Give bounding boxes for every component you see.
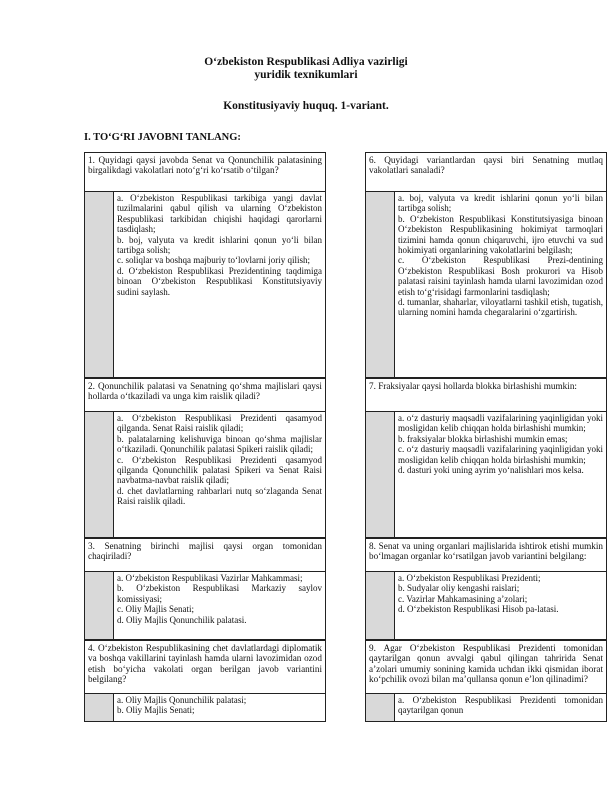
answer-mark-cell	[366, 694, 395, 721]
answer-block-9	[365, 694, 607, 722]
option-b: b. Oliy Majlis Senati;	[117, 705, 195, 716]
question-column-right	[365, 152, 607, 722]
options-list	[395, 412, 606, 537]
ministry-title: O‘zbekiston Respublikasi Adliya vazirligi	[204, 56, 408, 68]
section-title: I. TO‘G‘RI JAVOBNI TANLANG:	[84, 132, 241, 143]
option-c: c. O‘zbekiston Respublikasi Prezi-dentining O‘zbekiston Respublikasi Bosh prokurori va Hisob palatasi raisini tayinlash hamda ularni lavozimidan ozod etish to‘g‘risidagi farmonlarini tasdiqlash;	[398, 255, 603, 297]
options-list	[395, 572, 606, 639]
document-header	[0, 56, 612, 82]
option-b: b. Sudyalar oliy kengashi raislari;	[398, 583, 520, 594]
option-d: d. tumanlar, shaharlar, viloyatlarni tashkil etish, tugatish, ularning nomini hamda chegaralarini o‘zgartirish.	[398, 297, 603, 318]
subject-title: Konstitusiyaviy huquq. 1-variant.	[223, 100, 389, 112]
option-d: d. O‘zbekiston Respublikasi Hisob pa-latasi.	[398, 604, 559, 615]
options-list	[114, 694, 325, 721]
question-3: 3. Senatning birinchi majlisi qaysi organ tomonidan chaqiriladi?	[84, 538, 326, 572]
options-list	[114, 572, 325, 639]
question-6: 6. Quyidagi variantlardan qaysi biri Senatning mutlaq vakolatlari sanaladi?	[365, 152, 607, 192]
question-2: 2. Qonunchilik palatasi va Senatning qo‘shma majlislari qaysi hollarda o‘tkaziladi va unga kim raislik qiladi?	[84, 378, 326, 412]
option-c: c. Oliy Majlis Senati;	[117, 604, 194, 615]
option-c: c. O‘zbekiston Respublikasi Prezidenti qasamyod qilganda Qonunchilik palatasi Spikeri va Senat Raisi navbatma-navbat raislik qiladi;	[117, 454, 322, 486]
option-a: a. boj, valyuta va kredit ishlarini qonun yo‘li bilan tartibga solish;	[398, 193, 603, 214]
options-list	[114, 192, 325, 377]
answer-mark-cell	[366, 412, 395, 537]
option-a: a. Oliy Majlis Qonunchilik palatasi;	[117, 695, 247, 705]
option-a: a. O‘zbekiston Respublikasi Vazirlar Mahkammasi;	[117, 573, 303, 583]
answer-block-3	[84, 572, 326, 640]
answer-block-1	[84, 192, 326, 378]
institution-title: yuridik texnikumlari	[254, 69, 358, 81]
question-7: 7. Fraksiyalar qaysi hollarda blokka birlashishi mumkin:	[365, 378, 607, 412]
option-a: a. O‘zbekiston Respublikasi Prezidenti qasamyod qilganda. Senat Raisi raislik qiladi;	[117, 413, 322, 434]
option-d: d. chet davlatlarning rahbarlari nutq so‘zlaganda Senat Raisi raislik qiladi.	[117, 485, 322, 507]
answer-mark-cell	[85, 192, 114, 377]
answer-mark-cell	[366, 572, 395, 639]
option-a: a. o‘z dasturiy maqsadli vazifalarining yaqinligidan yoki mosligidan kelib chiqqan holda birlashishi mumkin;	[398, 413, 603, 434]
option-d: d. dasturi yoki uning ayrim yo‘nalishlari mos kelsa.	[398, 465, 584, 476]
answer-mark-cell	[85, 572, 114, 639]
option-a: a. O‘zbekiston Respublikasi Prezidenti tomonidan qaytarilgan qonun	[398, 695, 603, 716]
options-list	[395, 192, 606, 377]
question-column-left	[84, 152, 326, 722]
option-b: b. O‘zbekiston Respublikasi Markaziy saylov komissiyasi;	[117, 583, 322, 604]
answer-mark-cell	[85, 694, 114, 721]
options-list	[395, 694, 606, 721]
option-c: c. soliqlar va boshqa majburiy to‘lovlarni joriy qilish;	[117, 255, 310, 266]
option-b: b. O‘zbekiston Respublikasi Konstitutsiyasiga binoan O‘zbekiston Respublikasining hokimiyat tarmoqlari tizimini hamda qonun chiqaruvchi, ijro etuvchi va sud hokimiyati organlarining vakolatlarini belgilash;	[398, 213, 603, 256]
answer-block-2	[84, 412, 326, 538]
option-a: a. O‘zbekiston Respublikasi Prezidenti;	[398, 573, 541, 583]
option-b: b. fraksiyalar blokka birlashishi mumkin emas;	[398, 433, 568, 444]
question-1: 1. Quyidagi qaysi javobda Senat va Qonunchilik palatasining birgalikdagi vakolatlari noto‘g‘ri ko‘rsatib o‘tilgan?	[84, 152, 326, 192]
answer-block-6	[365, 192, 607, 378]
option-a: a. O‘zbekiston Respublikasi tarkibiga yangi davlat tuzilmalarini qabul qilish va ularning O‘zbekiston Respublikasi tarkibidan chiqishi haqidagi qarorlarni tasdiqlash;	[117, 193, 322, 235]
option-c: c. Vazirlar Mahkamasining a’zolari;	[398, 593, 528, 604]
answer-mark-cell	[85, 412, 114, 537]
option-d: d. O‘zbekiston Respublikasi Prezidentining taqdimiga binoan O‘zbekiston Respublikasi Konstitutsiyaviy sudini saylash.	[117, 265, 322, 297]
answer-block-8	[365, 572, 607, 640]
options-list	[114, 412, 325, 537]
option-d: d. Oliy Majlis Qonunchilik palatasi.	[117, 614, 247, 625]
question-9: 9. Agar O‘zbekiston Respublikasi Prezidenti tomonidan qaytarilgan qonun avvalgi qabul qilingan tahririda Senat a’zolari umumiy sonining kamida uchdan ikki qismidan iborat ko‘pchilik ovozi bilan ma’qullansa qonun e’lon qilinadimi?	[365, 640, 607, 694]
option-b: b. palatalarning kelishuviga binoan qo‘shma majlislar o‘tkaziladi. Qonunchilik palatasi Spikeri raislik qiladi;	[117, 433, 322, 455]
question-4: 4. O‘zbekiston Respublikasining chet davlatlardagi diplomatik va boshqa vakillarini tayinlash hamda ularni lavozimidan ozod etish bo‘yicha vakolati organ berilgan javob variantini belgilang?	[84, 640, 326, 694]
answer-block-7	[365, 412, 607, 538]
answer-block-4	[84, 694, 326, 722]
question-8: 8. Senat va uning organlari majlislarida ishtirok etishi mumkin bo‘lmagan organlar ko‘rsatilgan javob variantini belgilang:	[365, 538, 607, 572]
option-c: c. o‘z dasturiy maqsadli vazifalarining yaqinligidan yoki mosligidan kelib chiqqan holda birlashishi mumkin;	[398, 444, 603, 465]
option-b: b. boj, valyuta va kredit ishlarini qonun yo‘li bilan tartibga solish;	[117, 234, 322, 256]
answer-mark-cell	[366, 192, 395, 377]
